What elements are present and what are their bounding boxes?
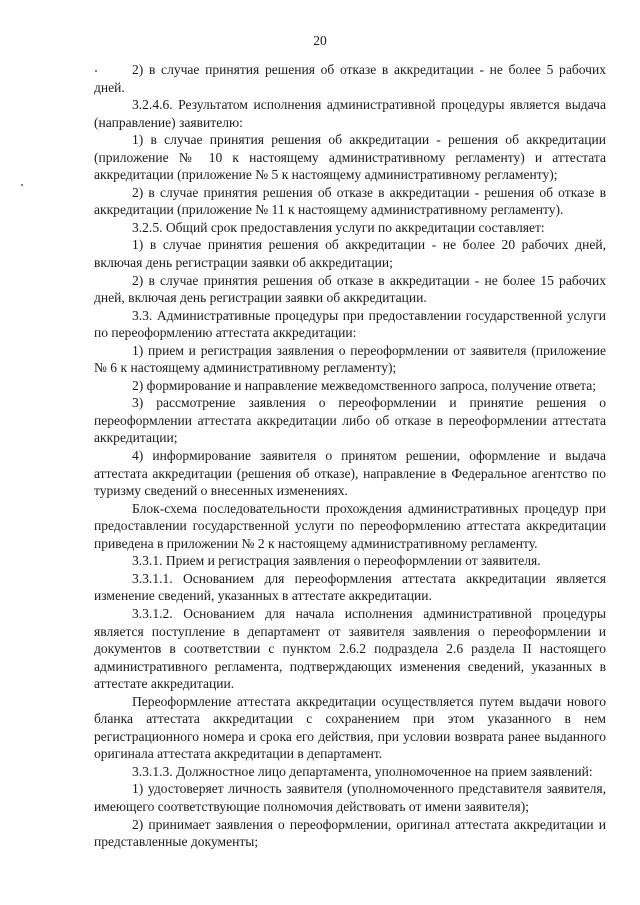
paragraph: 2) формирование и направление межведомственного запроса, получение ответа;	[132, 377, 597, 393]
paragraph: 1) удостоверяет личность заявителя (уполномоченного представителя заявителя, имеющего соответствующие полномочия действовать от имени заявителя);	[94, 781, 606, 814]
scan-speck	[21, 184, 23, 186]
paragraph: 3.3.1.3. Должностное лицо департамента, уполномоченное на прием заявлений:	[132, 763, 593, 779]
paragraph: 3.3.1. Прием и регистрация заявления о переоформлении от заявителя.	[132, 553, 541, 569]
paragraph: 1) прием и регистрация заявления о переоформлении от заявителя (приложение № 6 к настоящему административному регламенту);	[94, 342, 606, 376]
paragraph: 3.3. Административные процедуры при предоставлении государственной услуги по переоформлению аттестата аккредитации:	[94, 307, 606, 341]
paragraph: 1) в случае принятия решения об аккредитации - не более 20 рабочих дней, включая день регистрации заявки об аккредитации;	[94, 237, 606, 271]
paragraph: 3.3.1.2. Основанием для начала исполнения административной процедуры является поступление в департамент от заявителя заявления о переоформлении и документов в соответствии с пунктом 2.6.2 подраздела 2.6 раздела II настоящего административного регламента, подтверждающих изменения сведений, указанных в аттестате аккредитации.	[94, 605, 606, 692]
paragraph: Переоформление аттестата аккредитации осуществляется путем выдачи нового бланка аттестата аккредитации с сохранением при этом указанного в нем регистрационного номера и срока его действия, при условии возврата ранее выданного оригинала аттестата аккредитации в департамент.	[94, 693, 606, 762]
paragraph: 2) в случае принятия решения об отказе в аккредитации - не более 15 рабочих дней, включая день регистрации заявки об аккредитации.	[94, 272, 606, 306]
paragraph: 3) рассмотрение заявления о переоформлении и принятие решения о переоформлении аттестата аккредитации либо об отказе в переоформлении аттестата аккредитации;	[94, 395, 606, 446]
document-body	[94, 61, 606, 851]
paragraph: 4) информирование заявителя о принятом решении, оформление и выдача аттестата аккредитации (решения об отказе), направление в Федеральное агентство по туризму сведений о внесенных изменениях.	[94, 448, 606, 499]
paragraph: 3.2.4.6. Результатом исполнения административной процедуры является выдача (направление) заявителю:	[94, 97, 606, 130]
paragraph: 3.2.5. Общий срок предоставления услуги по аккредитации составляет:	[132, 219, 545, 235]
page-number: 20	[313, 33, 327, 48]
paragraph: 2) в случае принятия решения об отказе в аккредитации - не более 5 рабочих дней.	[94, 62, 606, 95]
paragraph: 1) в случае принятия решения об аккредитации - решения об аккредитации (приложение № 10 к настоящему административному регламенту) и аттестата аккредитации (приложение № 5 к настоящему административному регламенту);	[94, 132, 606, 183]
paragraph: Блок-схема последовательности прохождения административных процедур при предоставлении государственной услуги по переоформлению аттестата аккредитации приведена в приложении № 2 к настоящему административному регламенту.	[94, 500, 606, 551]
paragraph: 3.3.1.1. Основанием для переоформления аттестата аккредитации является изменение сведений, указанных в аттестате аккредитации.	[94, 570, 606, 604]
paragraph: 2) в случае принятия решения об отказе в аккредитации - решения об отказе в аккредитации (приложение № 11 к настоящему административному регламенту).	[94, 184, 606, 218]
paragraph: 2) принимает заявления о переоформлении, оригинал аттестата аккредитации и представленные документы;	[94, 816, 606, 850]
